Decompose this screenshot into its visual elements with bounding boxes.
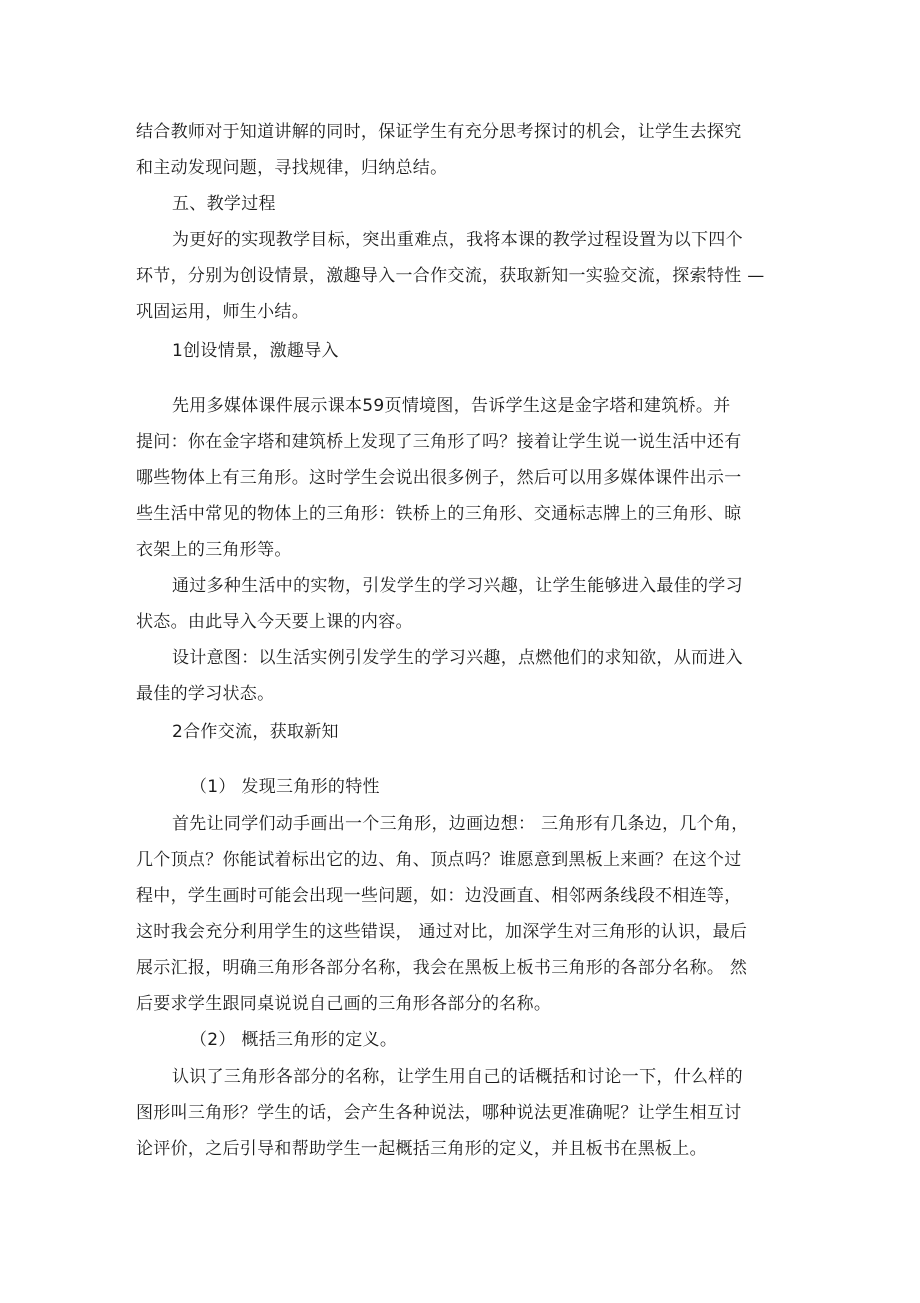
text-line: 先用多媒体课件展示课本59页情境图，告诉学生这是金字塔和建筑桥。并	[172, 396, 731, 416]
text-line: 巩固运用，师生小结。	[136, 302, 309, 322]
text-line: 些生活中常见的物体上的三角形：铁桥上的三角形、交通标志牌上的三角形、晾	[136, 504, 742, 524]
text-line: 图形叫三角形？学生的话，会产生各种说法，哪种说法更准确呢？让学生相互讨	[136, 1103, 742, 1123]
text-line: 状态。由此导入今天要上课的内容。	[136, 612, 413, 632]
text-line: 设计意图：以生活实例引发学生的学习兴趣，点燃他们的求知欲，从而进入	[172, 648, 743, 668]
text-line: 结合教师对于知道讲解的同时，保证学生有充分思考探讨的机会，让学生去探究	[136, 122, 742, 142]
text-line: 为更好的实现教学目标，突出重难点，我将本课的教学过程设置为以下四个	[172, 230, 743, 250]
text-line: 程中，学生画时可能会出现一些问题，如：边没画直、相邻两条线段不相连等，	[136, 886, 742, 906]
text-line: 通过多种生活中的实物，引发学生的学习兴趣，让学生能够进入最佳的学习	[172, 576, 743, 596]
text-line: 这时我会充分利用学生的这些错误， 通过对比，加深学生对三角形的认识，最后	[136, 922, 748, 942]
text-line: 环节，分别为创设情景，激趣导入一合作交流，获取新知一实验交流，探索特性 —	[136, 266, 765, 286]
text-line: 展示汇报，明确三角形各部分名称，我会在黑板上板书三角形的各部分名称。 然	[136, 958, 748, 978]
text-line: 认识了三角形各部分的名称，让学生用自己的话概括和讨论一下，什么样的	[172, 1067, 743, 1087]
text-line: 哪些物体上有三角形。这时学生会说出很多例子，然后可以用多媒体课件出示一	[136, 468, 742, 488]
text-line: 后要求学生跟同桌说说自己画的三角形各部分的名称。	[136, 994, 552, 1014]
text-line: 论评价，之后引导和帮助学生一起概括三角形的定义，并且板书在黑板上。	[136, 1139, 707, 1159]
numbered-heading: （1） 发现三角形的特性	[190, 777, 380, 797]
subsection-heading: 1创设情景，激趣导入	[172, 341, 339, 361]
text-line: 提问：你在金字塔和建筑桥上发现了三角形了吗？接着让学生说一说生活中还有	[136, 432, 742, 452]
text-line: 几个顶点？你能试着标出它的边、角、顶点吗？谁愿意到黑板上来画？在这个过	[136, 850, 742, 870]
text-line: 首先让同学们动手画出一个三角形，边画边想： 三角形有几条边，几个角，	[172, 814, 749, 834]
numbered-heading: （2） 概括三角形的定义。	[190, 1030, 398, 1050]
text-line: 和主动发现问题，寻找规律，归纳总结。	[136, 158, 448, 178]
text-line: 衣架上的三角形等。	[136, 540, 292, 560]
text-line: 最佳的学习状态。	[136, 684, 275, 704]
subsection-heading: 2合作交流，获取新知	[172, 722, 339, 742]
section-heading: 五、教学过程	[172, 194, 276, 214]
